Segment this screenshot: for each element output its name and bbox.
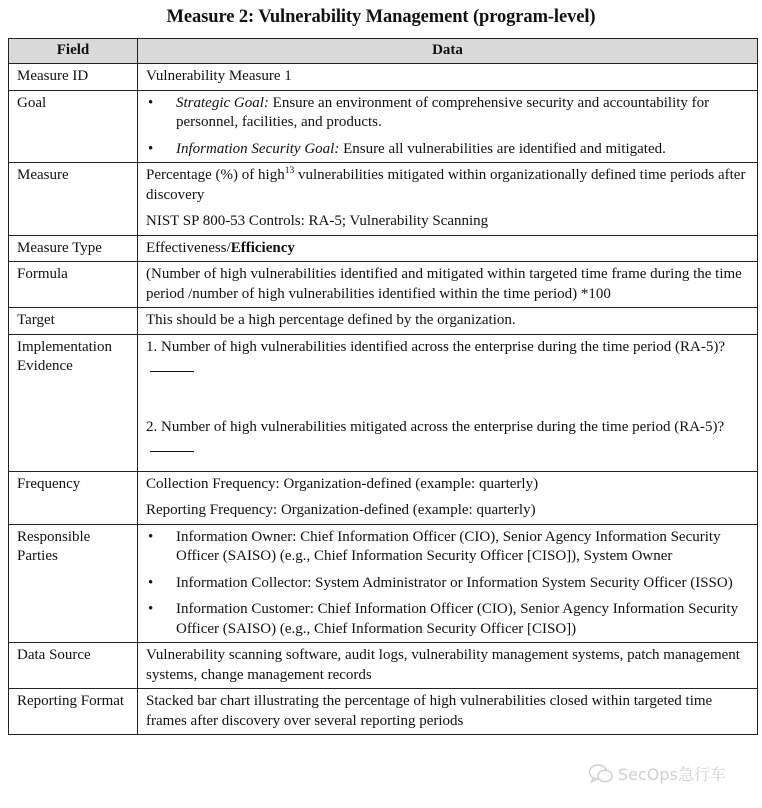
field-label: Data Source (9, 643, 138, 689)
collection-frequency: Collection Frequency: Organization-defined (example: quarterly) (146, 475, 539, 492)
row-implementation-evidence (9, 334, 758, 471)
implementation-evidence-value (138, 334, 758, 471)
frequency-value (138, 471, 758, 524)
goal-list (146, 94, 749, 160)
party-item: • Information Collector: System Administrator or Information System Security Officer (ISSO) (146, 574, 749, 594)
field-label: Implementation Evidence (9, 334, 138, 471)
row-reporting-format (9, 689, 758, 735)
row-measure-type (9, 235, 758, 262)
evidence-question-1 (146, 338, 749, 379)
target-value: This should be a high percentage defined by the organization. (138, 308, 758, 335)
row-measure (9, 163, 758, 236)
answer-blank[interactable] (150, 357, 194, 372)
row-responsible-parties (9, 524, 758, 643)
measure-text: Percentage (%) of high (146, 167, 285, 183)
question-text: 1. Number of high vulnerabilities identified across the enterprise during the time period (RA-5)? (146, 338, 726, 355)
column-header-field: Field (9, 39, 138, 64)
goal-value (138, 90, 758, 163)
question-text: 2. Number of high vulnerabilities mitigated across the enterprise during the time period (RA-5)? (146, 418, 725, 435)
measure-type-normal: Effectiveness/ (146, 239, 231, 256)
field-label: Reporting Format (9, 689, 138, 735)
measure-text: vulnerabilities mitigated within organizationally defined time periods after discovery (146, 167, 746, 203)
field-label: Measure (9, 163, 138, 236)
measure-type-value (138, 235, 758, 262)
row-formula (9, 262, 758, 308)
field-label: Measure Type (9, 235, 138, 262)
goal-item-strategic (146, 94, 749, 133)
field-label: Target (9, 308, 138, 335)
measure-description (146, 166, 749, 205)
measure-value (138, 163, 758, 236)
reporting-format-value: Stacked bar chart illustrating the percentage of high vulnerabilities closed within targeted time frames after discovery over several reporting periods (138, 689, 758, 735)
row-frequency (9, 471, 758, 524)
reporting-frequency: Reporting Frequency: Organization-defined (example: quarterly) (146, 502, 536, 518)
field-label: Frequency (9, 471, 138, 524)
field-label: Measure ID (9, 64, 138, 91)
measure-table (8, 38, 758, 735)
field-label: Goal (9, 90, 138, 163)
responsible-parties-list (146, 528, 749, 640)
spacer (146, 459, 749, 468)
table-header-row (9, 39, 758, 64)
goal-text: Ensure all vulnerabilities are identified and mitigated. (339, 140, 666, 157)
row-data-source (9, 643, 758, 689)
row-measure-id (9, 64, 758, 91)
measure-type-bold: Efficiency (230, 239, 295, 256)
watermark-text: SecOps急行车 (618, 765, 726, 784)
spacer (146, 379, 749, 418)
goal-label: Information Security Goal: (176, 140, 340, 157)
party-item: • Information Customer: Chief Information Officer (CIO), Senior Agency Information Security Officer (SAISO) (e.g., Chief Information Security Officer [CISO]) (146, 600, 749, 639)
measure-id-value: Vulnerability Measure 1 (138, 64, 758, 91)
party-item: • Information Owner: Chief Information Officer (CIO), Senior Agency Information Security Officer (SAISO) (e.g., Chief Information Security Officer [CISO]), System Owner (146, 528, 749, 567)
answer-blank[interactable] (150, 437, 194, 452)
column-header-data: Data (138, 39, 758, 64)
formula-value: (Number of high vulnerabilities identified and mitigated within targeted time frame during the time period /number of high vulnerabilities identified within the time period) *100 (138, 262, 758, 308)
watermark (588, 762, 726, 785)
field-label: Formula (9, 262, 138, 308)
measure-controls: NIST SP 800-53 Controls: RA-5; Vulnerability Scanning (146, 213, 489, 229)
goal-item-infosec (146, 140, 749, 160)
goal-text: Ensure an environment of comprehensive security and accountability for personnel, facilities, and products. (176, 94, 710, 130)
wechat-icon (588, 763, 614, 785)
footnote-ref[interactable]: 13 (284, 166, 295, 176)
page-title: Measure 2: Vulnerability Management (program-level) (166, 7, 596, 27)
responsible-parties-value (138, 524, 758, 643)
evidence-question-2 (146, 418, 749, 459)
goal-label: Strategic Goal: (176, 94, 269, 111)
data-source-value: Vulnerability scanning software, audit logs, vulnerability management systems, patch management systems, change management records (138, 643, 758, 689)
row-target (9, 308, 758, 335)
field-label: Responsible Parties (9, 524, 138, 643)
row-goal (9, 90, 758, 163)
